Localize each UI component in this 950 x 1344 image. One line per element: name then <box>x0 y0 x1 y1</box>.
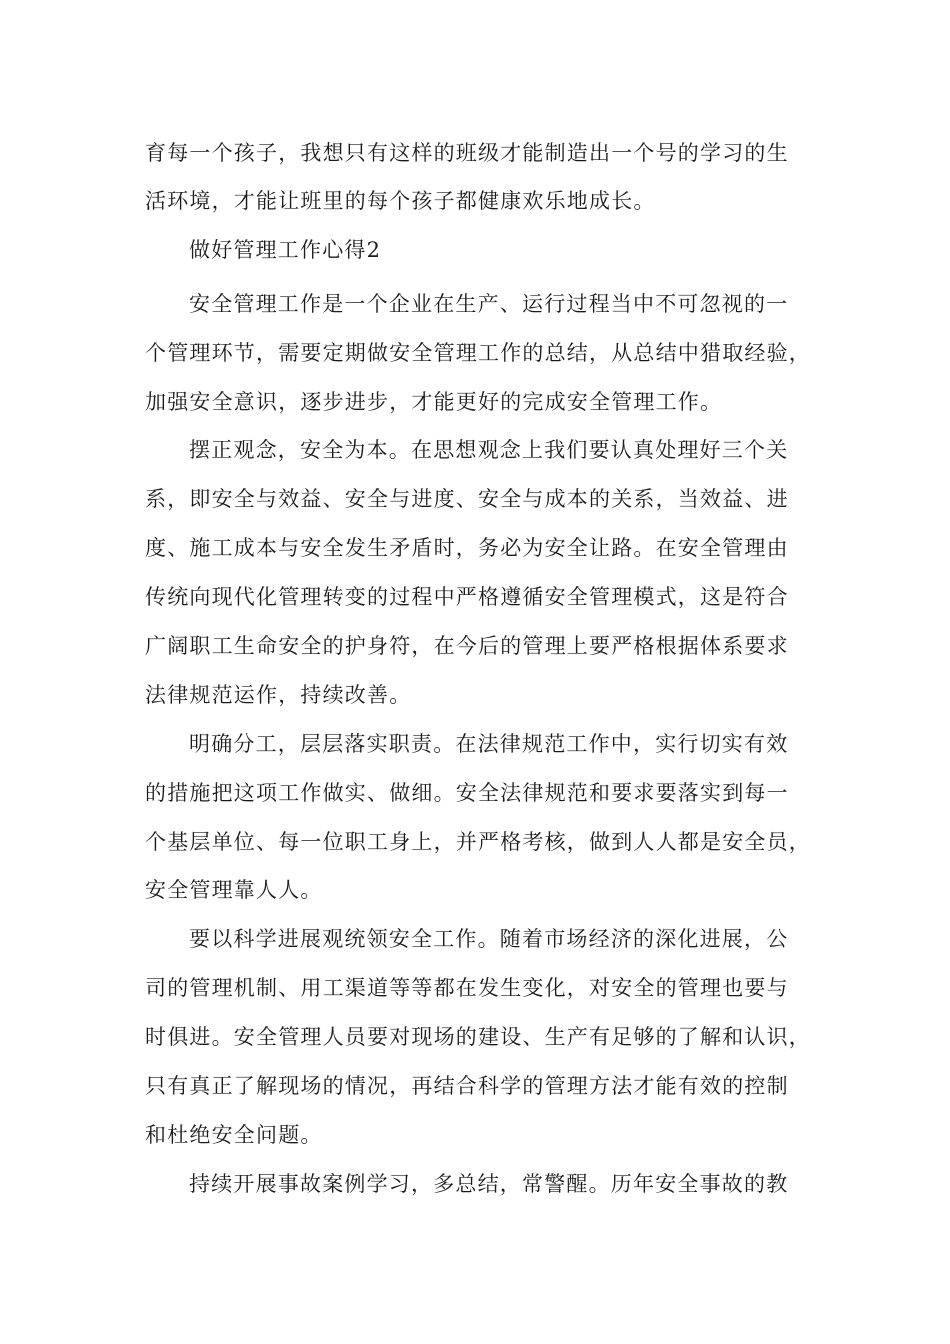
text-line: 传统向现代化管理转变的过程中严格遵循安全管理模式，这是符合 <box>145 585 789 609</box>
text-line: 广阔职工生命安全的护身符，在今后的管理上要严格根据体系要求 <box>145 634 789 658</box>
text-line: 和杜绝安全问题。 <box>145 1123 323 1147</box>
text-line: 要以科学进展观统领安全工作。随着市场经济的深化进展，公 <box>189 927 789 951</box>
text-line: 加强安全意识，逐步进步，才能更好的完成安全管理工作。 <box>145 390 723 414</box>
text-line: 法律规范运作，持续改善。 <box>145 683 412 707</box>
text-line: 明确分工，层层落实职责。在法律规范工作中，实行切实有效 <box>189 732 789 756</box>
text-line: 时俱进。安全管理人员要对现场的建设、生产有足够的了解和认识， <box>145 1025 811 1049</box>
text-line: 安全管理工作是一个企业在生产、运行过程当中不可忽视的一 <box>189 292 789 316</box>
text-line: 持续开展事故案例学习，多总结，常警醒。历年安全事故的教 <box>189 1172 789 1196</box>
text-line: 安全管理靠人人。 <box>145 878 323 902</box>
text-line: 度、施工成本与安全发生矛盾时，务必为安全让路。在安全管理由 <box>145 536 789 560</box>
text-line: 活环境，才能让班里的每个孩子都健康欢乐地成长。 <box>145 189 656 213</box>
text-line: 摆正观念，安全为本。在思想观念上我们要认真处理好三个关 <box>189 438 789 462</box>
section-heading: 做好管理工作心得2 <box>189 238 382 262</box>
text-line: 司的管理机制、用工渠道等等都在发生变化，对安全的管理也要与 <box>145 976 789 1000</box>
text-line: 育每一个孩子，我想只有这样的班级才能制造出一个号的学习的生 <box>145 141 789 165</box>
text-line: 系，即安全与效益、安全与进度、安全与成本的关系，当效益、进 <box>145 487 789 511</box>
text-line: 的措施把这项工作做实、做细。安全法律规范和要求要落实到每一 <box>145 781 789 805</box>
text-line: 只有真正了解现场的情况，再结合科学的管理方法才能有效的控制 <box>145 1074 789 1098</box>
text-line: 个基层单位、每一位职工身上，并严格考核，做到人人都是安全员， <box>145 830 811 854</box>
text-line: 个管理环节，需要定期做安全管理工作的总结，从总结中猎取经验， <box>145 341 811 365</box>
